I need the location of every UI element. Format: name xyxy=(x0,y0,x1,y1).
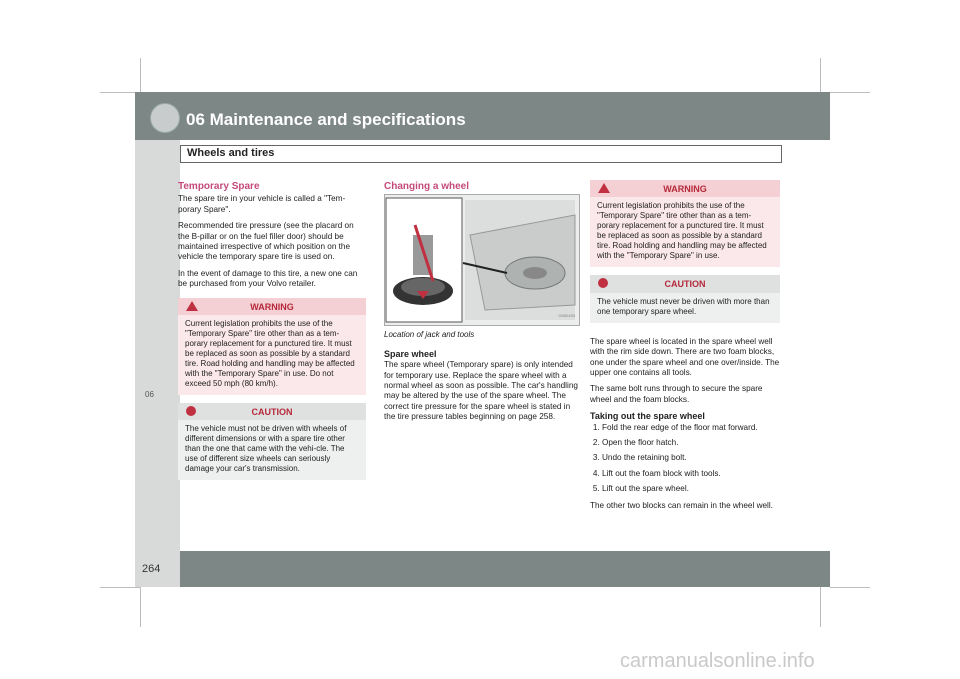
warning-icon xyxy=(186,301,198,311)
paragraph: In the event of damage to this tire, a new one can be purchased from your Volvo retailer. xyxy=(178,268,358,289)
jack-tools-figure xyxy=(384,194,580,326)
steps-list xyxy=(590,423,780,495)
chapter-title: 06 Maintenance and specifications xyxy=(186,110,466,129)
paragraph: The same bolt runs through to secure the spare wheel and the foam blocks. xyxy=(590,384,763,404)
list-item: 2. Open the floor hatch. xyxy=(602,438,780,448)
column-1 xyxy=(178,182,366,488)
footer-bar xyxy=(135,551,830,587)
section-title: Wheels and tires xyxy=(187,147,275,159)
caution-box xyxy=(178,403,366,480)
list-item: 4. Lift out the foam block with tools. xyxy=(602,469,780,479)
warning-box xyxy=(178,298,366,395)
warning-text: Current legislation prohibits the use of the "Temporary Spare" tire other than as a tem-porary replacement for a punctured tire. It must be replaced as soon as possible by a standard tire. Road holding and handling may be affected with the "Temporary Spare" in use. Do not exceed 50 mph (80 km/h). xyxy=(178,315,366,395)
taking-out-subheading: Taking out the spare wheel xyxy=(590,411,705,422)
warning-title: WARNING xyxy=(250,301,294,312)
paragraph: The spare wheel (Temporary spare) is only intended for temporary use. Replace the spare wheel with a normal wheel as soon as possible. The car's handling may be altered by the use of the spare wheel. The correct tire pressure for the spare wheel is stated in the tire pressure tables beginning on page 258. xyxy=(384,360,578,422)
list-item: 3. Undo the retaining bolt. xyxy=(602,453,780,463)
paragraph: The spare tire in your vehicle is called a "Tem-porary Spare". xyxy=(178,194,346,214)
wrench-icon xyxy=(150,103,180,133)
sidebar-strip xyxy=(135,140,180,551)
column-2 xyxy=(384,182,578,429)
paragraph: The spare wheel is located in the spare wheel well with the rim side down. There are two foam blocks, one under the spare wheel and one over/inside. The upper one contains all tools. xyxy=(590,336,780,378)
figure-caption: Location of jack and tools xyxy=(384,330,475,340)
list-item: 5. Lift out the spare wheel. xyxy=(602,484,780,494)
caution-box xyxy=(590,275,780,322)
spare-wheel-subheading: Spare wheel xyxy=(384,348,437,359)
warning-icon xyxy=(598,183,610,193)
caution-title: CAUTION xyxy=(251,407,293,418)
warning-box xyxy=(590,180,780,267)
caution-text: The vehicle must not be driven with wheels of different dimensions or with a spare tire other than the one that came with the vehi-cle. The use of different size wheels can seriously damage your car's transmission. xyxy=(178,420,366,480)
paragraph: The other two blocks can remain in the wheel well. xyxy=(590,500,773,510)
figure-code: G000193 xyxy=(558,313,575,318)
caution-icon xyxy=(186,406,196,416)
page-number: 264 xyxy=(142,563,161,575)
changing-wheel-heading: Changing a wheel xyxy=(384,181,470,192)
column-3 xyxy=(590,174,780,517)
caution-icon xyxy=(598,278,608,288)
temporary-spare-heading: Temporary Spare xyxy=(178,181,260,192)
watermark-text: carmanualsonline.info xyxy=(620,650,815,672)
list-item: 1. Fold the rear edge of the floor mat forward. xyxy=(602,423,780,433)
section-header xyxy=(180,145,782,163)
sidebar-chapter-number: 06 xyxy=(145,390,154,399)
warning-title: WARNING xyxy=(663,184,707,194)
paragraph: Recommended tire pressure (see the placard on the B-pillar or on the fuel filler door) should be maintained irrespective of which position on the vehicle the temporary spare tire is used on. xyxy=(178,221,354,262)
warning-text: Current legislation prohibits the use of the "Temporary Spare" tire other than as a tem-porary replacement for a punctured tire. It must be replaced as soon as possible by a standard tire. Road holding and handling may be affected with the "Temporary Spare" in use. xyxy=(590,197,780,267)
caution-text: The vehicle must never be driven with more than one temporary spare wheel. xyxy=(590,293,780,323)
caution-title: CAUTION xyxy=(664,279,706,290)
